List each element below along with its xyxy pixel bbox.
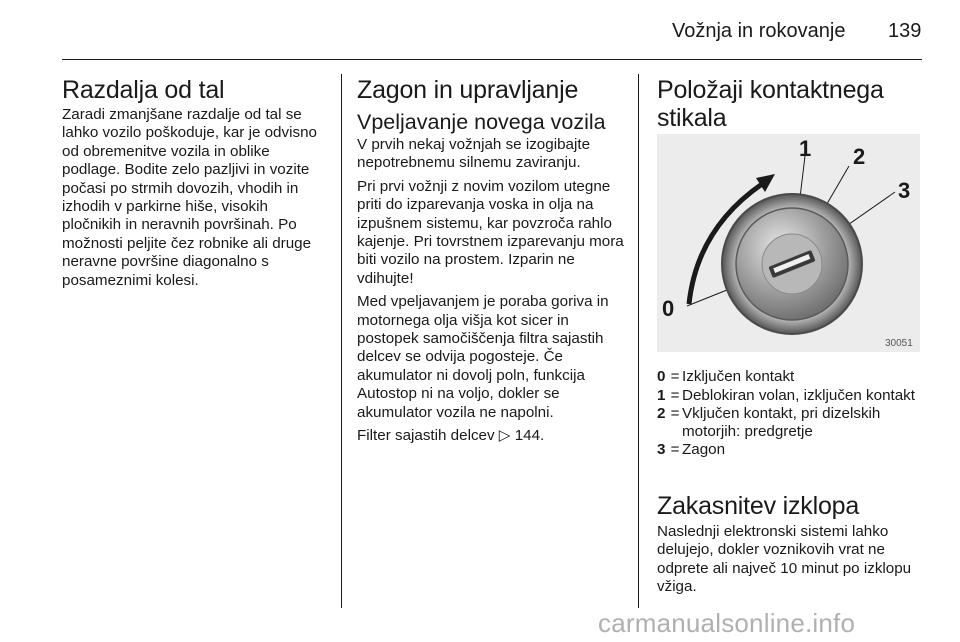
column-delayed-off bbox=[657, 492, 925, 597]
legend-equals: = bbox=[670, 386, 680, 404]
column-divider-2 bbox=[638, 74, 639, 608]
running-header: Vožnja in rokovanje bbox=[672, 20, 846, 42]
delayed-off-text: Naslednji elektronski sistemi lahko delujejo, dokler voznikovih vrat ne odprete ali največ 10 minut po izklopu vžiga. bbox=[657, 523, 912, 596]
position-label-1: 1 bbox=[799, 136, 812, 161]
ground-clearance-text: Zaradi zmanjšane razdalje od tal se lahko vozilo poškoduje, kar je odvisno od obremenitve vozila in oblike podlage. Bodite zelo pazljivi in vozite počasi po strmih dovozih, vhodih in izhodih v parkirne hiše, visokih pločnikih in neravnih površinah. Po možnosti peljite čez robnike ali druge neravne površine diagonalno s posameznimi kolesi. bbox=[62, 106, 317, 289]
legend-row bbox=[657, 405, 925, 440]
column-starting-operating bbox=[357, 76, 625, 446]
column-ignition-positions bbox=[657, 76, 925, 132]
legend-equals: = bbox=[670, 441, 680, 458]
legend-equals: = bbox=[670, 405, 680, 422]
page-number: 139 bbox=[888, 20, 922, 42]
legend-text: Deblokiran volan, izključen kontakt bbox=[682, 386, 915, 404]
section-heading-starting: Zagon in upravljanje bbox=[357, 76, 579, 104]
position-label-0: 0 bbox=[662, 296, 675, 321]
legend-text: Vključen kontakt, pri dizelskih motorjih: predgretje bbox=[682, 405, 881, 440]
legend-number: 0 bbox=[657, 368, 666, 385]
cross-reference-link[interactable]: Filter sajastih delcev ▷ 144. bbox=[357, 427, 545, 445]
watermark: carmanualsonline.info bbox=[598, 608, 856, 638]
position-label-2: 2 bbox=[853, 144, 866, 169]
position-legend bbox=[657, 368, 925, 460]
section-heading-ignition-positions: Položaji kontaktnega stikala bbox=[657, 76, 884, 132]
subheading-running-in: Vpeljavanje novega vozila bbox=[357, 110, 606, 134]
running-in-paragraph: Med vpeljavanjem je poraba goriva in motornega olja višja kot sicer in postopek samočiščenja filtra sajastih delcev se odvija pogosteje. Če akumulator ni dovolj poln, funkcija Autostop ni na voljo, dokler se akumulator vozila ne napolni. bbox=[357, 293, 609, 421]
position-label-3: 3 bbox=[898, 178, 911, 203]
figure-code: 30051 bbox=[885, 338, 913, 349]
legend-text: Zagon bbox=[682, 441, 726, 458]
legend-equals: = bbox=[670, 368, 680, 385]
legend-number: 3 bbox=[657, 441, 666, 458]
section-heading-delayed-off: Zakasnitev izklopa bbox=[657, 492, 860, 520]
column-divider-1 bbox=[341, 74, 342, 608]
section-heading-ground-clearance: Razdalja od tal bbox=[62, 76, 225, 104]
running-in-paragraph: Pri prvi vožnji z novim vozilom utegne priti do izparevanja voska in olja na izpušnem sistemu, kar povzroča rahlo kajenje. Pri tovrstnem izparevanju mora biti vozilo na prostem. Izparin ne vdihujte! bbox=[357, 177, 624, 287]
column-ground-clearance bbox=[62, 76, 330, 290]
legend-text: Izključen kontakt bbox=[682, 368, 795, 385]
legend-row bbox=[657, 441, 925, 459]
running-in-paragraph: V prvih nekaj vožnjah se izogibajte nepotrebnemu silnemu zaviranju. bbox=[357, 136, 591, 172]
header-rule bbox=[62, 59, 922, 60]
legend-row bbox=[657, 387, 925, 405]
legend-number: 2 bbox=[657, 405, 666, 422]
legend-row bbox=[657, 368, 925, 386]
legend-number: 1 bbox=[657, 386, 666, 404]
ignition-switch-diagram bbox=[657, 134, 920, 352]
